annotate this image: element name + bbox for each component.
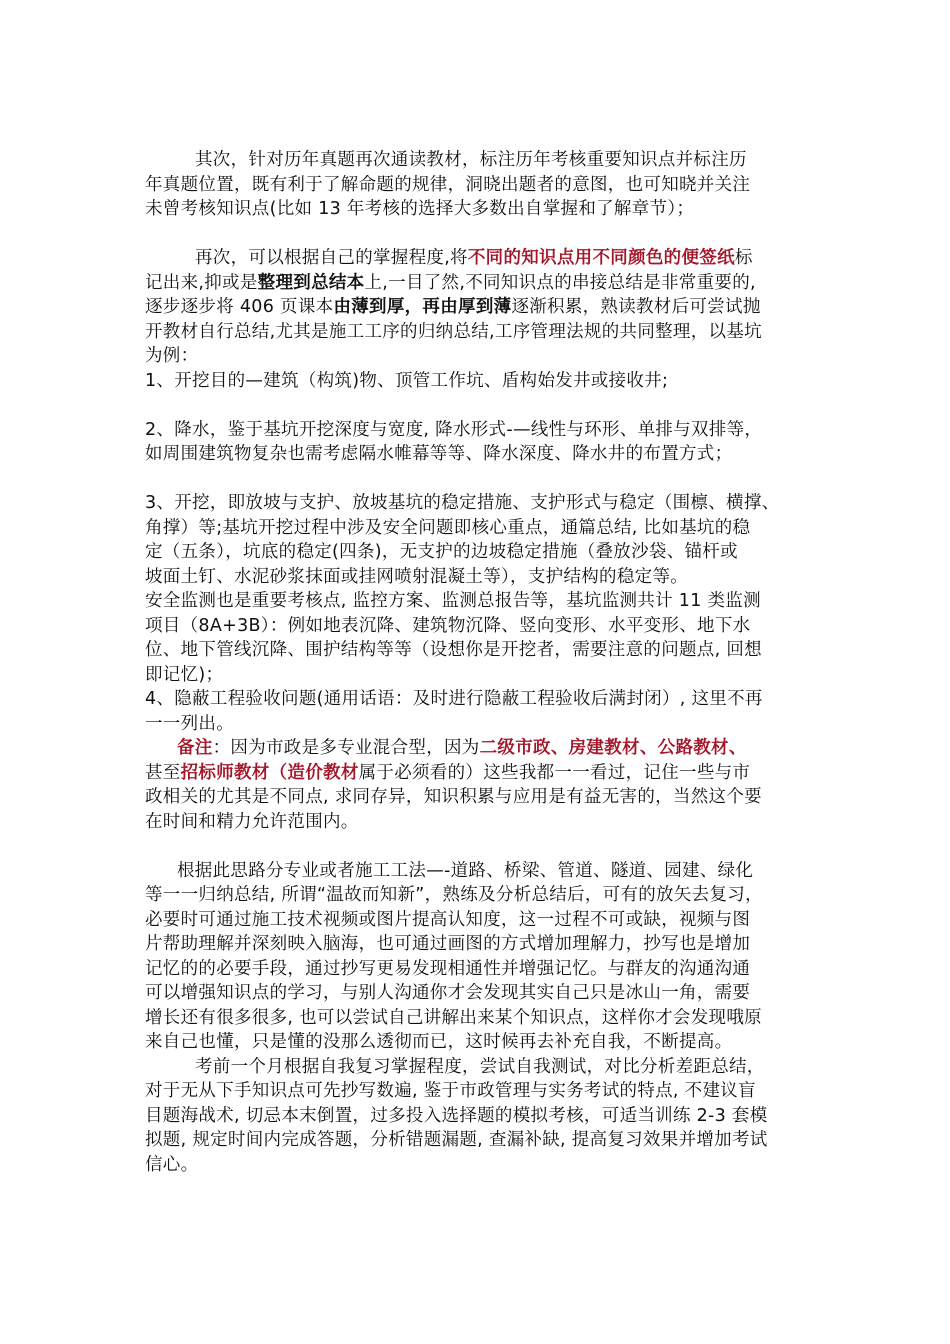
text-line: 未曾考核知识点(比如 13 年考核的选择大多数出自掌握和了解章节）； — [145, 199, 695, 219]
text-line: 记出来,抑或是整理到总结本上,一目了然,不同知识点的串接总结是非常重要的, — [145, 272, 756, 293]
text-line: 再次，可以根据自己的掌握程度,将不同的知识点用不同颜色的便签纸标 — [195, 248, 753, 268]
document-body — [145, 148, 815, 1177]
list-item-1: 1、开挖目的—建筑（构筑)物、顶管工作坑、盾构始发井或接收井; — [145, 370, 669, 391]
paragraph-final-month — [145, 1055, 815, 1178]
text-line: 对于无从下手知识点可先抄写数遍, 鉴于市政管理与实务考试的特点, 不建议盲 — [145, 1081, 756, 1101]
text-line: 如周围建筑物复杂也需考虑隔水帷幕等等、降水深度、降水井的布置方式； — [145, 444, 733, 464]
text-line: 年真题位置，既有利于了解命题的规律，洞晓出题者的意图，也可知晓并关注 — [145, 174, 751, 195]
list-item-2 — [145, 418, 815, 467]
bold-text: 由薄到厚，再由厚到薄 — [333, 297, 512, 317]
text-line: 2、降水，鉴于基坑开挖深度与宽度, 降水形式-—线性与环形、单排与双排等， — [145, 419, 763, 440]
paragraph-color-notes — [145, 246, 815, 369]
text-line: 可以增强知识点的学习，与别人沟通你才会发现其实自己只是冰山一角，需要 — [145, 983, 751, 1003]
text-line: 安全监测也是重要考核点, 监控方案、监测总报告等，基坑监测共计 11 类监测 — [145, 591, 761, 611]
text-line: 在时间和精力允许范围内。 — [145, 811, 359, 832]
text-line: 片帮助理解并深刻映入脑海，也可通过画图的方式增加理解力，抄写也是增加 — [145, 934, 751, 954]
text-line: 一一列出。 — [145, 713, 234, 734]
text-line: 甚至招标师教材（造价教材属于必须看的）这些我都一一看过，记住一些与市 — [145, 762, 751, 783]
note-label: 备注 — [177, 738, 213, 758]
text-line: 3、开挖，即放坡与支护、放坡基坑的稳定措施、支护形式与稳定（围檩、横撑、 — [145, 493, 780, 513]
text-line: 其次，针对历年真题再次通读教材，标注历年考核重要知识点并标注历 — [195, 150, 747, 170]
text-line: 来自己也懂，只是懂的没那么透彻而已，这时候再去补充自我，不断提高。 — [145, 1032, 733, 1052]
bold-text: 整理到总结本 — [257, 272, 365, 293]
text-line: 项目（8A+3B）：例如地表沉降、建筑物沉降、竖向变形、水平变形、地下水 — [145, 615, 751, 636]
list-item-3 — [145, 491, 815, 687]
text-line: 角撑）等;基坑开挖过程中涉及安全问题即核心重点，通篇总结, 比如基坑的稳 — [145, 517, 751, 538]
text-line: 根据此思路分专业或者施工工法—-道路、桥梁、管道、隧道、园建、绿化 — [177, 860, 754, 881]
text-line: 信心。 — [145, 1154, 199, 1175]
text-line: 定（五条），坑底的稳定(四条)，无支护的边坡稳定措施（叠放沙袋、锚杆或 — [145, 542, 738, 562]
text-line: 政相关的尤其是不同点, 求同存异，知识积累与应用是有益无害的，当然这个要 — [145, 787, 762, 807]
text-line: 拟题, 规定时间内完成答题，分析错题漏题, 查漏补缺, 提高复习效果并增加考试 — [145, 1130, 768, 1150]
paragraph-methods — [145, 859, 815, 1055]
text-line: 位、地下管线沉降、围护结构等等（设想你是开挖者，需要注意的问题点, 回想 — [145, 640, 762, 660]
text-line: 4、隐蔽工程验收问题(通用话语：及时进行隐蔽工程验收后满封闭）, 这里不再 — [145, 689, 763, 709]
text-line: 逐步逐步将 406 页课本由薄到厚，再由厚到薄逐渐积累，熟读教材后可尝试抛 — [145, 297, 761, 317]
list-item-4 — [145, 687, 815, 736]
text-line: 为例： — [145, 346, 199, 366]
note-paragraph — [145, 736, 815, 834]
paragraph-review-exams — [145, 148, 815, 222]
highlight-text: 不同的知识点用不同颜色的便签纸 — [467, 248, 735, 268]
text-line: 备注：因为市政是多专业混合型，因为二级市政、房建教材、公路教材、 — [177, 738, 747, 758]
text-line: 目题海战术, 切忌本末倒置，过多投入选择题的模拟考核，可适当训练 2-3 套模 — [145, 1105, 768, 1126]
text-line: 开教材自行总结,尤其是施工工序的归纳总结,工序管理法规的共同整理，以基坑 — [145, 321, 762, 342]
text-line: 记忆的的必要手段，通过抄写更易发现相通性并增强记忆。与群友的沟通沟通 — [145, 958, 751, 979]
text-line: 考前一个月根据自我复习掌握程度，尝试自我测试，对比分析差距总结， — [195, 1056, 765, 1077]
text-line: 等一一归纳总结, 所谓“温故而知新”，熟练及分析总结后，可有的放矢去复习， — [145, 885, 763, 905]
text-line: 必要时可通过施工技术视频或图片提高认知度，这一过程不可或缺，视频与图 — [145, 909, 751, 930]
text-line: 即记忆)； — [145, 664, 224, 685]
text-line: 增长还有很多很多, 也可以尝试自己讲解出来某个知识点，这样你才会发现哦原 — [145, 1007, 762, 1028]
text-line: 坡面土钉、水泥砂浆抹面或挂网喷射混凝土等），支护结构的稳定等。 — [145, 566, 689, 587]
